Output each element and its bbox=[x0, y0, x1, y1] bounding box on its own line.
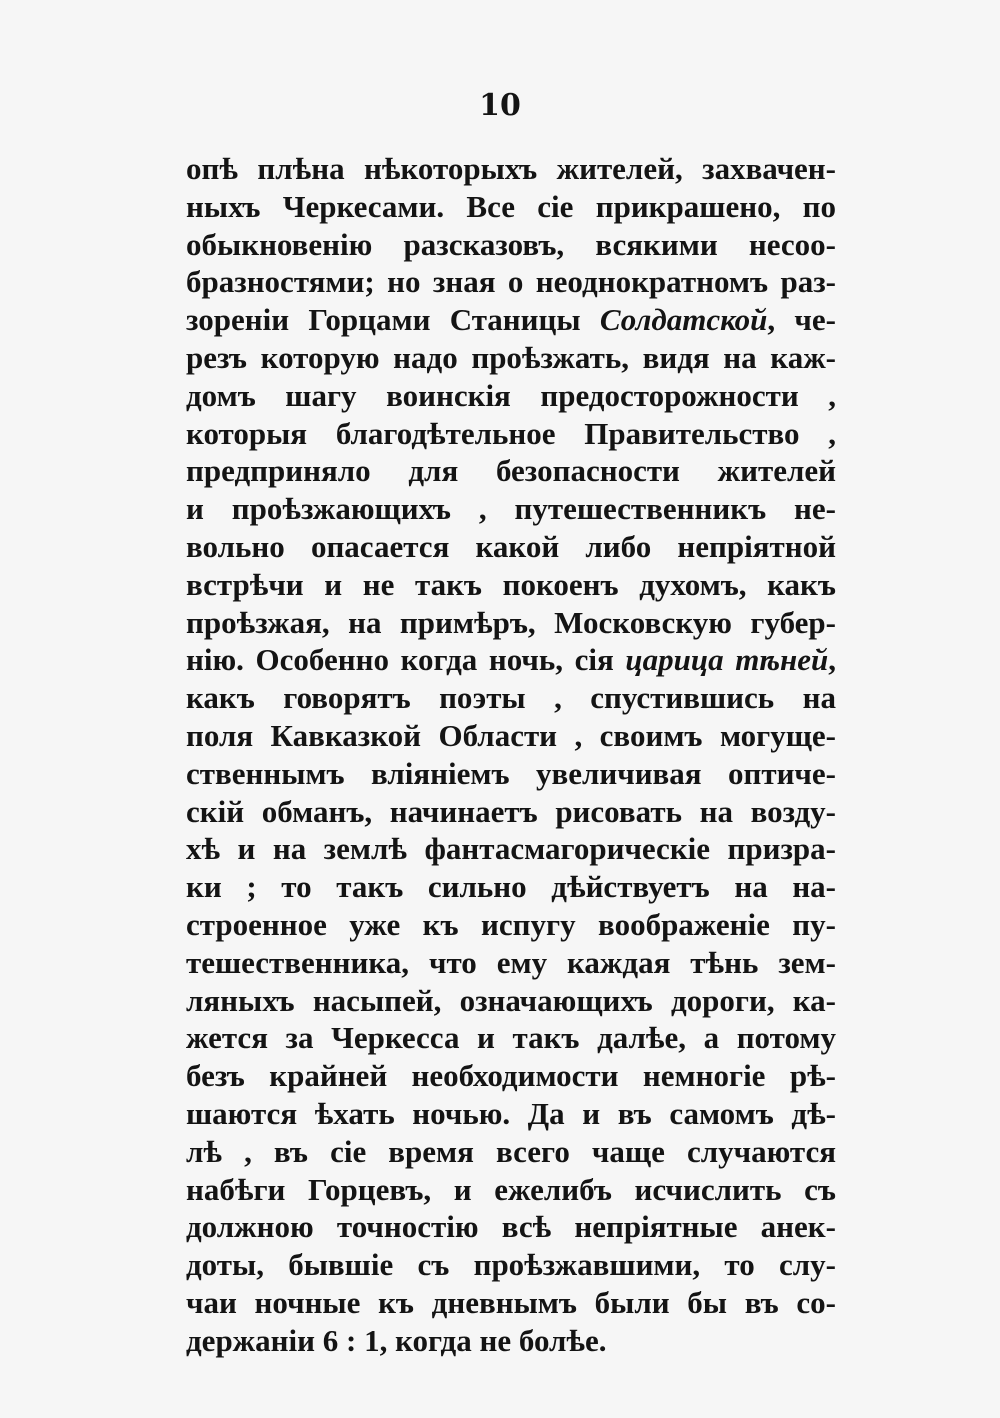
text-line bbox=[186, 415, 836, 453]
text-line bbox=[186, 566, 836, 604]
text-run: ственнымъ вліяніемъ увеличивая оптиче- bbox=[186, 755, 836, 791]
text-run: вольно опасается какой либо непріятной bbox=[186, 528, 836, 564]
text-line bbox=[186, 1057, 836, 1095]
text-line bbox=[186, 1171, 836, 1209]
text-line bbox=[186, 755, 836, 793]
text-run: , че- bbox=[767, 302, 836, 338]
body-text bbox=[186, 150, 836, 1360]
text-run: нію. Особенно когда ночь, сія bbox=[186, 642, 626, 678]
text-run: доты, бывшіе съ проѣзжавшими, то слу- bbox=[186, 1247, 836, 1283]
text-line bbox=[186, 793, 836, 831]
text-run: домъ шагу воинскія предосторожности , bbox=[186, 377, 836, 413]
text-line bbox=[186, 263, 836, 301]
text-run: набѣги Горцевъ, и ежелибъ исчислить съ bbox=[186, 1171, 836, 1207]
text-line bbox=[186, 944, 836, 982]
text-line bbox=[186, 830, 836, 868]
text-line bbox=[186, 641, 836, 679]
text-run: скій обманъ, начинаетъ рисовать на возду- bbox=[186, 793, 836, 829]
text-run: шаются ѣхать ночью. Да и въ самомъ дѣ- bbox=[186, 1095, 836, 1131]
text-run: , bbox=[828, 642, 836, 678]
text-line bbox=[186, 226, 836, 264]
text-run: и проѣзжающихъ , путешественникъ не- bbox=[186, 491, 836, 527]
text-run: поля Кавказкой Области , своимъ могуще- bbox=[186, 717, 836, 753]
text-line bbox=[186, 1208, 836, 1246]
text-line bbox=[186, 906, 836, 944]
text-line bbox=[186, 868, 836, 906]
text-run: хѣ и на землѣ фантасмагорическіе призра- bbox=[186, 831, 836, 867]
text-line bbox=[186, 1095, 836, 1133]
text-run: держаніи 6 : 1, когда не болѣе. bbox=[186, 1322, 607, 1358]
page-number: 10 bbox=[479, 88, 521, 123]
text-run: жется за Черкесса и такъ далѣе, а потому bbox=[186, 1020, 836, 1056]
text-line bbox=[186, 452, 836, 490]
text-line bbox=[186, 150, 836, 188]
text-run: бразностями; но зная о неоднократномъ раз- bbox=[186, 264, 836, 300]
italic-phrase: царица тѣней bbox=[625, 642, 829, 678]
text-run: безъ крайней необходимости немногіе рѣ- bbox=[186, 1058, 836, 1094]
text-line bbox=[186, 982, 836, 1020]
text-line bbox=[186, 1322, 836, 1360]
text-run: зореніи Горцами Станицы bbox=[186, 302, 600, 338]
text-run: какъ говорятъ поэты , спустившись на bbox=[186, 680, 836, 716]
text-run: должною точностію всѣ непріятные анек- bbox=[186, 1209, 836, 1245]
text-run: которыя благодѣтельное Правительство , bbox=[186, 415, 836, 451]
text-line bbox=[186, 528, 836, 566]
text-run: строенное уже къ испугу воображеніе пу- bbox=[186, 906, 836, 942]
text-run: проѣзжая, на примѣръ, Московскую губер- bbox=[186, 604, 836, 640]
text-line bbox=[186, 1019, 836, 1057]
text-run: опѣ плѣна нѣкоторыхъ жителей, захвачен- bbox=[186, 151, 836, 186]
text-run: лѣ , въ сіе время всего чаще случаются bbox=[186, 1133, 836, 1169]
text-run: обыкновенію разсказовъ, всякими несоо- bbox=[186, 226, 836, 262]
text-line bbox=[186, 679, 836, 717]
text-line bbox=[186, 604, 836, 642]
text-run: встрѣчи и не такъ покоенъ духомъ, какъ bbox=[186, 566, 836, 602]
text-line bbox=[186, 490, 836, 528]
text-line bbox=[186, 1284, 836, 1322]
text-line bbox=[186, 1246, 836, 1284]
text-line bbox=[186, 717, 836, 755]
text-run: предприняло для безопасности жителей bbox=[186, 453, 836, 489]
text-run: тешественника, что ему каждая тѣнь зем- bbox=[186, 944, 836, 980]
text-run: резъ которую надо проѣзжать, видя на каж- bbox=[186, 339, 836, 375]
text-line bbox=[186, 301, 836, 339]
text-run: ляныхъ насыпей, означающихъ дороги, ка- bbox=[186, 982, 836, 1018]
text-line bbox=[186, 188, 836, 226]
text-line bbox=[186, 1133, 836, 1171]
text-run: ныхъ Черкесами. Все сіе прикрашено, по bbox=[186, 188, 836, 224]
text-line bbox=[186, 377, 836, 415]
text-line bbox=[186, 339, 836, 377]
italic-phrase: Солдатской bbox=[599, 302, 768, 338]
text-run: ки ; то такъ сильно дѣйствуетъ на на- bbox=[186, 869, 836, 905]
text-run: чаи ночные къ дневнымъ были бы въ со- bbox=[186, 1284, 836, 1320]
